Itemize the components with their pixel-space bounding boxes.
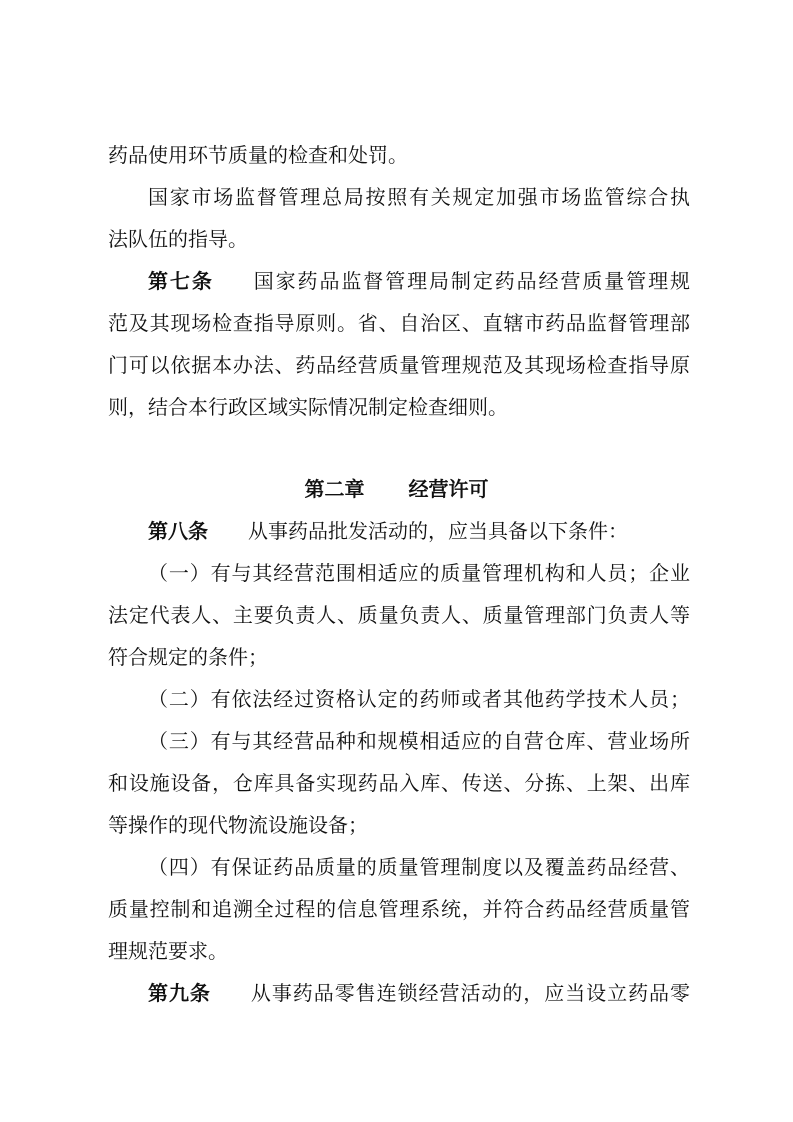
article-9-heading: 第九条 xyxy=(148,981,211,1005)
text-line: 国家市场监督管理总局按照有关规定加强市场监管综合执 xyxy=(148,185,690,209)
text-line: 范及其现场检查指导原则。省、自治区、直辖市药品监督管理部 xyxy=(108,311,690,335)
text-line: （二）有依法经过资格认定的药师或者其他药学技术人员； xyxy=(148,687,690,711)
text-line: 则，结合本行政区域实际情况制定检查细则。 xyxy=(108,395,508,419)
article-7-first-line xyxy=(148,269,690,293)
text-line: 从事药品零售连锁经营活动的，应当设立药品零 xyxy=(250,981,691,1005)
chapter-heading xyxy=(0,477,793,501)
text-line: 法定代表人、主要负责人、质量负责人、质量管理部门负责人等 xyxy=(108,603,690,627)
article-9-first-line xyxy=(148,981,690,1005)
text-line: 和设施设备，仓库具备实现药品入库、传送、分拣、上架、出库 xyxy=(108,771,690,795)
article-8-heading: 第八条 xyxy=(148,519,208,543)
text-line: 法队伍的指导。 xyxy=(108,227,248,251)
article-8-first-line xyxy=(148,519,690,543)
text-line: 符合规定的条件； xyxy=(108,645,268,669)
article-7-heading: 第七条 xyxy=(148,269,214,293)
chapter-number: 第二章 xyxy=(304,477,365,501)
text-line: 门可以依据本办法、药品经营质量管理规范及其现场检查指导原 xyxy=(108,353,690,377)
chapter-title: 经营许可 xyxy=(408,477,489,501)
text-line: 国家药品监督管理局制定药品经营质量管理规 xyxy=(253,269,691,293)
text-line: 等操作的现代物流设施设备； xyxy=(108,813,368,837)
text-line: （四）有保证药品质量的质量管理制度以及覆盖药品经营、 xyxy=(148,855,690,879)
text-line: 理规范要求。 xyxy=(108,939,228,963)
text-line: 药品使用环节质量的检查和处罚。 xyxy=(108,143,408,167)
text-line: 质量控制和追溯全过程的信息管理系统，并符合药品经营质量管 xyxy=(108,897,690,921)
text-line: （一）有与其经营范围相适应的质量管理机构和人员；企业 xyxy=(148,561,690,585)
text-line: （三）有与其经营品种和规模相适应的自营仓库、营业场所 xyxy=(148,729,690,753)
text-line: 从事药品批发活动的，应当具备以下条件： xyxy=(248,519,628,543)
